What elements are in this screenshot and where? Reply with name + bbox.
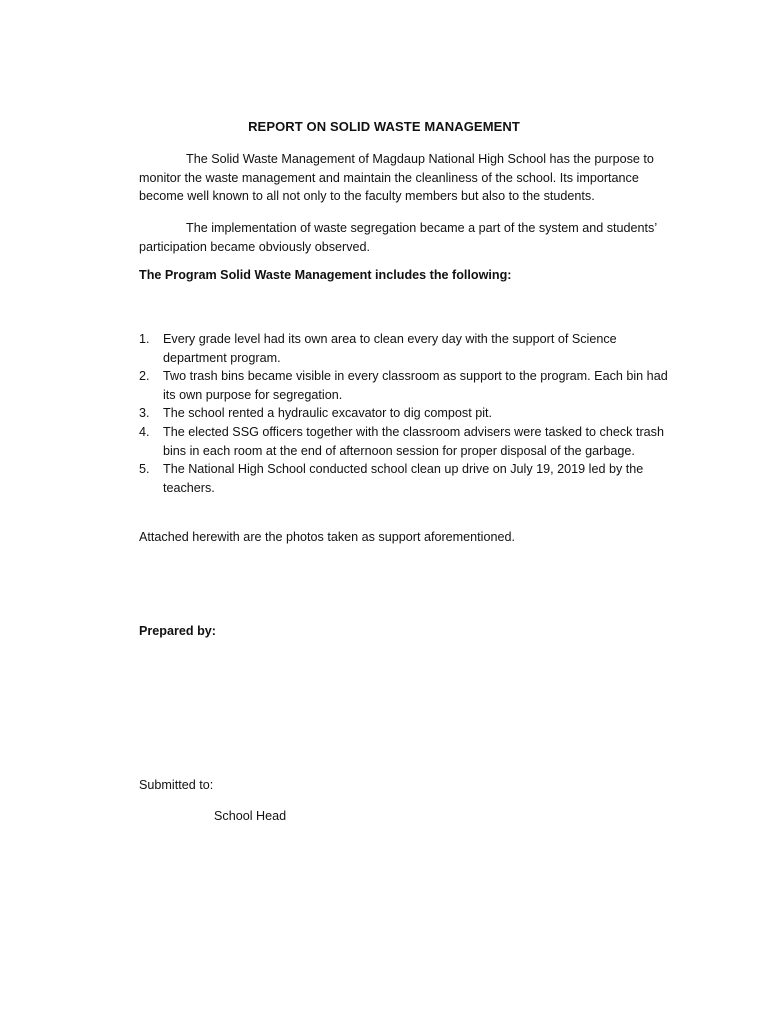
list-item-text: Two trash bins became visible in every classroom as support to the program. Each bin had its own purpose for segregation. bbox=[163, 369, 668, 402]
list-item bbox=[139, 460, 669, 497]
intro-paragraph-text: The Solid Waste Management of Magdaup National High School has the purpose to monitor the waste management and maintain the cleanliness of the school. Its importance become well known to all not only to the faculty members but also to the students. bbox=[139, 152, 654, 204]
program-heading: The Program Solid Waste Management includes the following: bbox=[139, 268, 512, 282]
submitted-to-label: Submitted to: bbox=[139, 778, 214, 792]
intro-paragraph bbox=[139, 150, 669, 206]
segregation-paragraph bbox=[139, 219, 669, 256]
list-item bbox=[139, 404, 669, 423]
list-item-number: 4. bbox=[139, 424, 150, 439]
list-item-text: Every grade level had its own area to clean every day with the support of Science department program. bbox=[163, 332, 617, 365]
submitted-to-name: School Head bbox=[214, 809, 287, 823]
program-list bbox=[139, 330, 669, 497]
list-item-text: The National High School conducted school clean up drive on July 19, 2019 led by the teachers. bbox=[163, 462, 644, 495]
attached-note: Attached herewith are the photos taken as support aforementioned. bbox=[139, 530, 515, 544]
list-item bbox=[139, 423, 669, 460]
list-item-number: 3. bbox=[139, 406, 150, 421]
report-title bbox=[0, 119, 768, 134]
list-item bbox=[139, 367, 669, 404]
list-item-text: The school rented a hydraulic excavator to dig compost pit. bbox=[163, 406, 493, 421]
segregation-paragraph-text: The implementation of waste segregation became a part of the system and students’ participation became obviously observed. bbox=[139, 221, 657, 254]
list-item-number: 1. bbox=[139, 332, 150, 346]
list-item-text: The elected SSG officers together with the classroom advisers were tasked to check trash bins in each room at the end of afternoon session for proper disposal of the garbage. bbox=[163, 424, 664, 458]
prepared-by-label: Prepared by: bbox=[139, 624, 216, 638]
list-item-number: 5. bbox=[139, 462, 150, 477]
report-title-text: REPORT ON SOLID WASTE MANAGEMENT bbox=[248, 119, 520, 134]
list-item-number: 2. bbox=[139, 369, 150, 384]
list-item bbox=[139, 330, 669, 367]
